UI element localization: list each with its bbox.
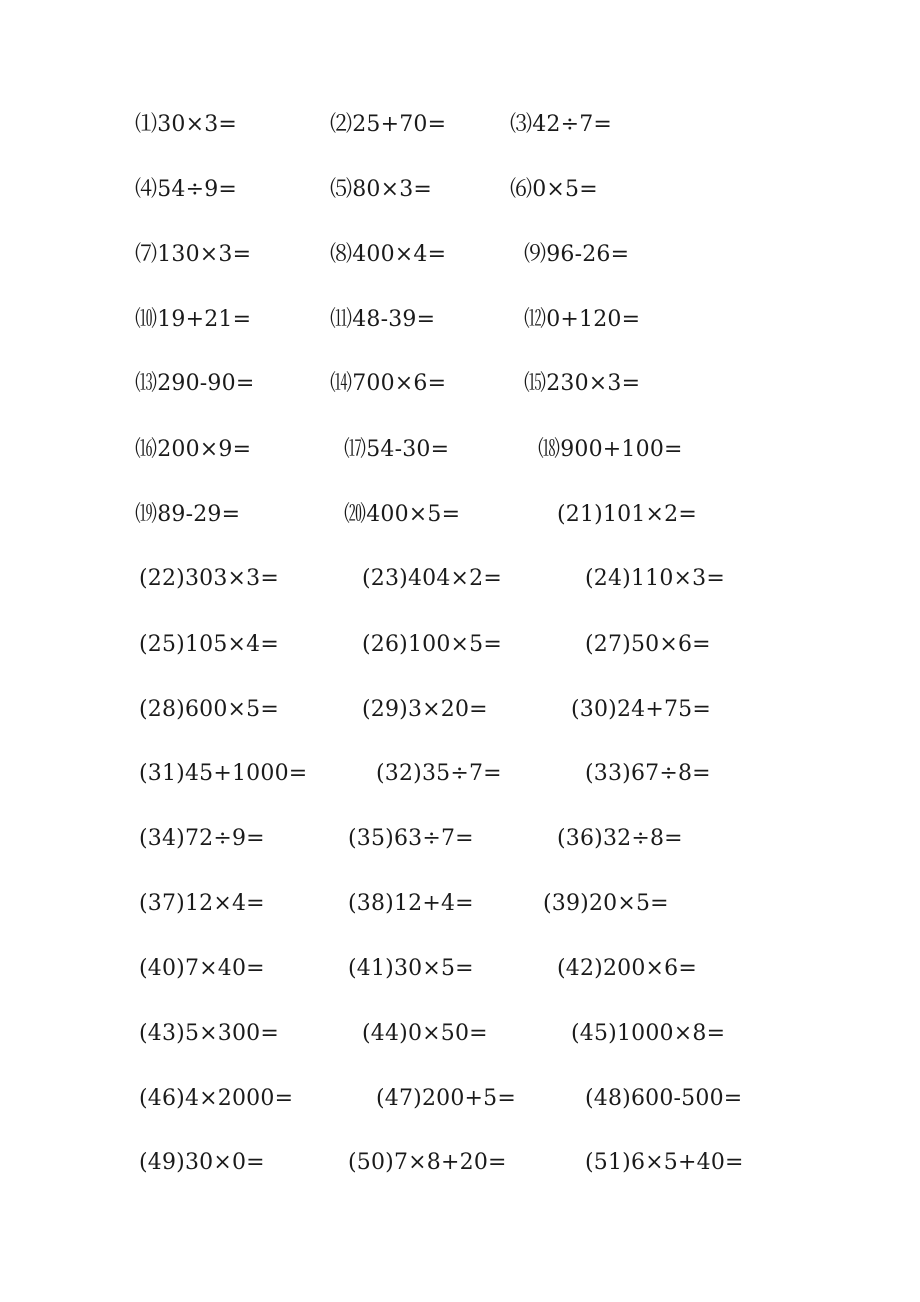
problem-48: (48)600-500= bbox=[585, 1086, 743, 1111]
problem-18: ⒅900+100= bbox=[538, 437, 683, 462]
problem-36: (36)32÷8= bbox=[557, 826, 683, 851]
problem-10: ⑽19+21= bbox=[135, 307, 252, 332]
problem-13: ⒀290-90= bbox=[135, 371, 255, 396]
problem-51: (51)6×5+40= bbox=[585, 1150, 744, 1175]
problem-26: (26)100×5= bbox=[362, 632, 503, 657]
problem-24: (24)110×3= bbox=[585, 566, 726, 591]
problem-8: ⑻400×4= bbox=[330, 242, 447, 267]
problem-49: (49)30×0= bbox=[139, 1150, 265, 1175]
problem-16: ⒃200×9= bbox=[135, 437, 252, 462]
problem-33: (33)67÷8= bbox=[585, 761, 711, 786]
problem-34: (34)72÷9= bbox=[139, 826, 265, 851]
problem-44: (44)0×50= bbox=[362, 1021, 488, 1046]
problem-6: ⑹0×5= bbox=[510, 177, 598, 202]
problem-46: (46)4×2000= bbox=[139, 1086, 294, 1111]
problem-25: (25)105×4= bbox=[139, 632, 280, 657]
problem-42: (42)200×6= bbox=[557, 956, 698, 981]
problem-4: ⑷54÷9= bbox=[135, 177, 238, 202]
problem-28: (28)600×5= bbox=[139, 697, 280, 722]
problem-35: (35)63÷7= bbox=[348, 826, 474, 851]
problem-32: (32)35÷7= bbox=[376, 761, 502, 786]
problem-39: (39)20×5= bbox=[543, 891, 669, 916]
problem-45: (45)1000×8= bbox=[571, 1021, 726, 1046]
problem-37: (37)12×4= bbox=[139, 891, 265, 916]
problem-1: ⑴30×3= bbox=[135, 112, 238, 137]
problem-12: ⑿0+120= bbox=[524, 307, 641, 332]
problem-2: ⑵25+70= bbox=[330, 112, 447, 137]
problem-20: ⒇400×5= bbox=[344, 502, 461, 527]
problem-23: (23)404×2= bbox=[362, 566, 503, 591]
problem-19: ⒆89-29= bbox=[135, 502, 241, 527]
problem-43: (43)5×300= bbox=[139, 1021, 280, 1046]
problem-14: ⒁700×6= bbox=[330, 371, 447, 396]
problem-5: ⑸80×3= bbox=[330, 177, 433, 202]
problem-27: (27)50×6= bbox=[585, 632, 711, 657]
problem-3: ⑶42÷7= bbox=[510, 112, 613, 137]
problem-22: (22)303×3= bbox=[139, 566, 280, 591]
problem-47: (47)200+5= bbox=[376, 1086, 517, 1111]
problem-21: (21)101×2= bbox=[557, 502, 698, 527]
problem-7: ⑺130×3= bbox=[135, 242, 252, 267]
problem-41: (41)30×5= bbox=[348, 956, 474, 981]
problem-29: (29)3×20= bbox=[362, 697, 488, 722]
problem-40: (40)7×40= bbox=[139, 956, 265, 981]
problem-11: ⑾48-39= bbox=[330, 307, 436, 332]
problem-9: ⑼96-26= bbox=[524, 242, 630, 267]
problem-38: (38)12+4= bbox=[348, 891, 474, 916]
problem-31: (31)45+1000= bbox=[139, 761, 308, 786]
problem-15: ⒂230×3= bbox=[524, 371, 641, 396]
problem-50: (50)7×8+20= bbox=[348, 1150, 507, 1175]
problem-17: ⒄54-30= bbox=[344, 437, 450, 462]
problem-30: (30)24+75= bbox=[571, 697, 712, 722]
